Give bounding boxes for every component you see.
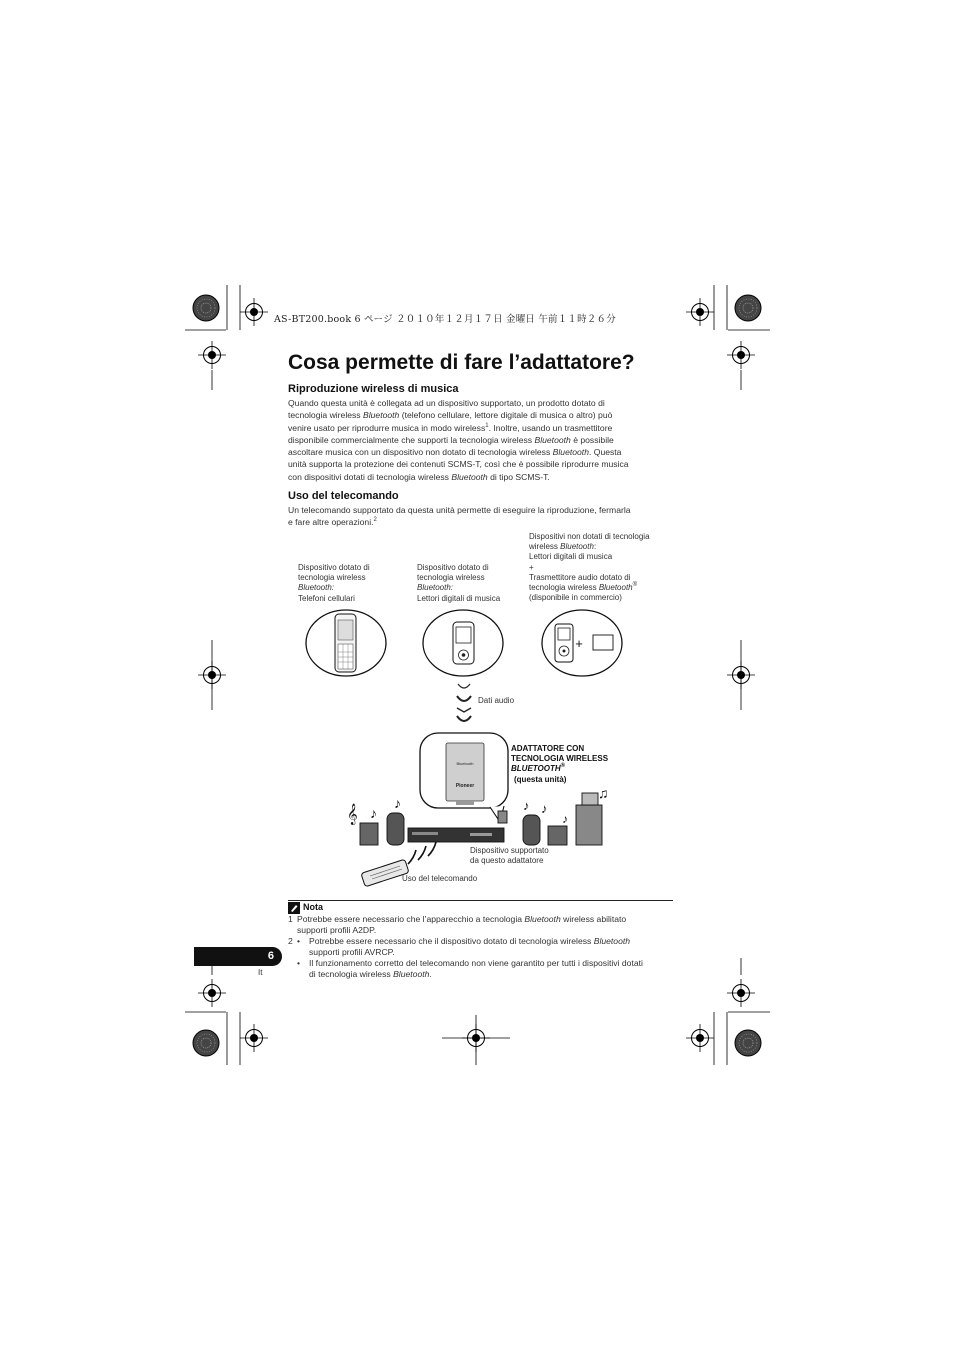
remote-wave-icon — [408, 842, 436, 864]
supported-device-label: Dispositivo supportato da questo adattatore — [470, 846, 549, 866]
page-title: Cosa permette di fare l’adattatore? — [288, 351, 635, 374]
section-heading-wireless: Riproduzione wireless di musica — [288, 383, 459, 395]
section-body-wireless: Quando questa unità è collegata ad un dispositivo supportato, un prodotto dotato di tecnologia wireless Bluetooth (telefono cellulare, lettore digitale di musica o altro) può venire usato per riprodurre musica in modo wireless$^1$. Inoltre, usando un trasmettitore disponibile commercialmente che supporti la tecnologia wireless Bluetooth è possibile ascoltare musica con un dispositivo non dotato di tecnologia wireless Bluetooth. Questa unità supporta la protezione dei contenuti SCMS-T, così che è possibile riprodurre musica con dispositivi dotati di tecnologia wireless Bluetooth di tipo SCMS-T. — [288, 398, 629, 482]
page-header: AS-BT200.book 6 ページ ２０１０年１２月１７日 金曜日 午前１１時２６分 — [274, 314, 616, 325]
adapter-illustration — [420, 733, 508, 822]
plus-sign: + — [575, 636, 583, 651]
svg-text:♪: ♪ — [523, 798, 530, 813]
svg-text:♪: ♪ — [370, 805, 377, 821]
note-item-1-text: Potrebbe essere necessario che l’apparecchio a tecnologia Bluetooth wireless abilitato supporti profili A2DP. — [297, 914, 627, 935]
note-divider — [288, 900, 673, 901]
phone-device-label: Dispositivo dotato di tecnologia wireless Bluetooth: Telefoni cellulari — [298, 563, 370, 603]
note-item-2b-text: Il funzionamento corretto del telecomando non viene garantito per tutti i dispositivi dotati di tecnologia wireless Bluetooth. — [309, 958, 643, 979]
adapter-label: ADATTATORE CON TECNOLOGIA WIRELESS BLUETOOTH® (questa unità) — [511, 744, 609, 784]
audio-data-label: Dati audio — [478, 696, 515, 705]
note-item-2: 2 — [288, 936, 293, 946]
section-heading-remote: Uso del telecomando — [288, 490, 399, 502]
player-device-label: Dispositivo dotato di tecnologia wireless Bluetooth: Lettori digitali di musica — [417, 563, 501, 603]
svg-text:♫: ♫ — [598, 785, 609, 801]
nonbt-device-label: Dispositivi non dotati di tecnologia wireless Bluetooth: Lettori digitali di musica + Trasmettitore audio dotato di tecnologia wireless Bluetooth® (disponibile in commercio) — [529, 532, 650, 603]
adapter-bt-text: Bluetooth — [456, 761, 474, 766]
note-heading: Nota — [303, 902, 323, 912]
note-item-2a-text: Potrebbe essere necessario che il dispositivo dotato di tecnologia wireless Bluetooth supporti profili AVRCP. — [309, 936, 631, 957]
note-item-1: 1 — [288, 914, 293, 924]
page-number: 6 — [267, 950, 274, 962]
language-code: It — [258, 968, 263, 977]
audio-wave-icon — [457, 684, 471, 721]
note-icon — [288, 902, 300, 914]
music-player-icon — [423, 610, 503, 676]
note-bullet-1: • — [297, 936, 301, 946]
svg-text:♪: ♪ — [562, 812, 568, 826]
note-bullet-2: • — [297, 958, 301, 968]
svg-text:𝄞: 𝄞 — [347, 804, 358, 824]
section-body-remote: Un telecomando supportato da questa unità permette di eseguire la riproduzione, fermarla e fare altre operazioni.$^2$ — [288, 505, 631, 528]
svg-text:♪: ♪ — [394, 795, 401, 811]
mobile-phone-icon — [306, 610, 386, 676]
svg-text:♪: ♪ — [541, 801, 548, 816]
adapter-brand-text: Pioneer — [455, 783, 475, 789]
remote-usage-label: Uso del telecomando — [402, 874, 478, 883]
